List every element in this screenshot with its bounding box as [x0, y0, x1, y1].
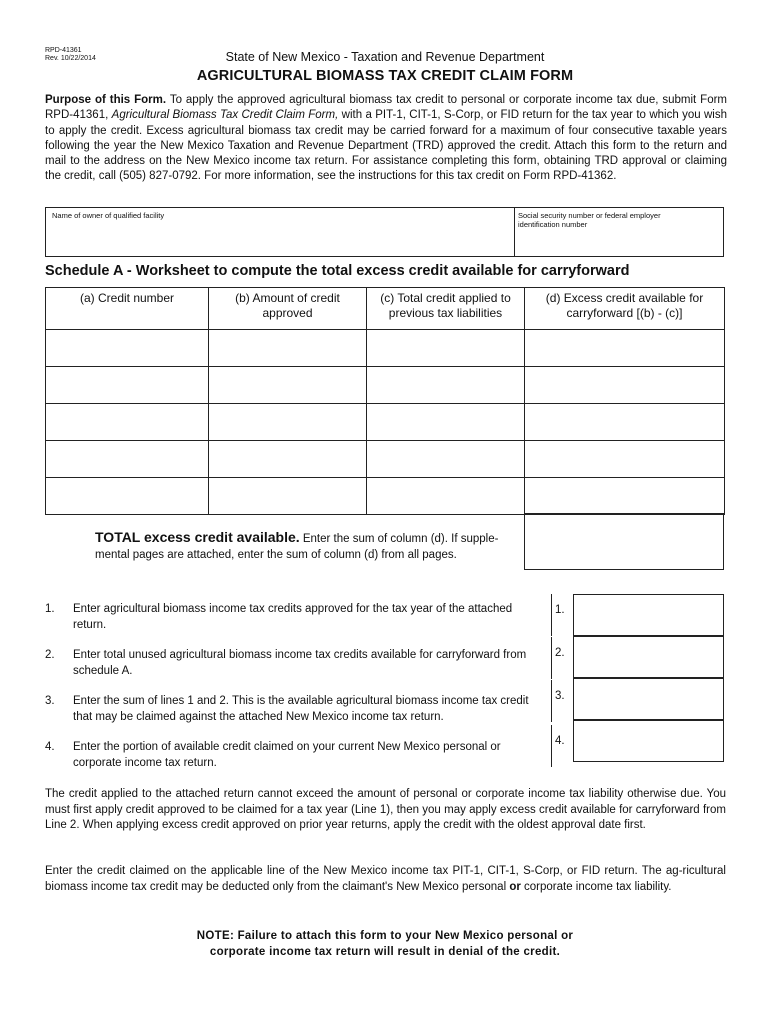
line-1 [45, 602, 555, 642]
amount-approved-cell[interactable] [209, 367, 367, 404]
amount-approved-cell[interactable] [209, 441, 367, 478]
revision-date: Rev. 10/22/2014 [45, 55, 96, 62]
total-bold-label: TOTAL excess credit available. [95, 529, 300, 545]
schedule-a-title: Schedule A - Worksheet to compute the total excess credit available for carryforward [45, 263, 630, 279]
excess-credit-cell[interactable] [525, 330, 725, 367]
ssn-fein-field[interactable] [514, 207, 724, 257]
line-4 [45, 740, 555, 780]
line-2-number: 2. [45, 649, 55, 661]
line-4-amount-field[interactable] [573, 720, 724, 762]
line-3-box-label: 3. [551, 680, 573, 722]
owner-name-label: Name of owner of qualified facility [52, 211, 165, 220]
schedule-a-table [45, 287, 725, 515]
purpose-text-2: with a PIT-1, CIT-1, S-Corp, or FID return for the tax year to which you wish to apply the credit. Excess agricultural biomass tax credit may be carried forward for a maximum of four consecutive taxable years following the year the New Mexico Taxation and Revenue Department (TRD) approved the credit. Attach this form to the return and mail to the address on the New Mexico income tax return. For assistance completing this form, obtaining TRD approval or claiming the credit, call (505) 827-0792. For more information, see the instructions for this tax credit on Form RPD-41362. [45, 109, 727, 183]
purpose-text-1: To apply the approved agricultural biomass tax credit to personal or corporate income tax due, submit Form RPD-41361, [45, 94, 728, 122]
line-2-box-label: 2. [551, 637, 573, 679]
line-2-amount-field[interactable] [573, 636, 724, 678]
credit-applied-cell[interactable] [367, 330, 525, 367]
line-1-amount-field[interactable] [573, 594, 724, 636]
line-2-text: Enter total unused agricultural biomass income tax credits available for carryforward from schedule A. [73, 649, 527, 677]
department-heading: State of New Mexico - Taxation and Revenue Department [225, 50, 545, 64]
table-row [46, 478, 725, 515]
credit-applied-cell[interactable] [367, 404, 525, 441]
schedule-a-header-row [46, 288, 725, 330]
owner-name-field[interactable] [45, 207, 515, 257]
line-4-box-label: 4. [551, 725, 573, 767]
credit-applied-cell[interactable] [367, 367, 525, 404]
credit-number-cell[interactable] [46, 367, 209, 404]
line-2 [45, 648, 555, 688]
purpose-label: Purpose of this Form. [45, 94, 167, 106]
claim-text-or: or [509, 880, 521, 893]
line-4-number: 4. [45, 741, 55, 753]
amount-approved-cell[interactable] [209, 478, 367, 515]
purpose-paragraph [45, 93, 727, 185]
table-row [46, 367, 725, 404]
claim-text-a: Enter the credit claimed on the applicable line of the New Mexico income tax PIT-1, CIT-1, S-Corp, or FID return. The ag-ricultural biomass income tax credit may be deducted only from the claimant's New Mexico personal [45, 865, 726, 893]
excess-credit-cell[interactable] [525, 404, 725, 441]
claim-text-b: corporate income tax liability. [520, 880, 672, 893]
form-title: AGRICULTURAL BIOMASS TAX CREDIT CLAIM FORM [196, 68, 574, 84]
purpose-form-name: Agricultural Biomass Tax Credit Claim Form, [111, 109, 339, 122]
line-1-box-label: 1. [551, 594, 573, 636]
credit-applied-cell[interactable] [367, 441, 525, 478]
line-1-text: Enter agricultural biomass income tax credits approved for the tax year of the attached return. [73, 603, 513, 631]
ssn-fein-label: Social security number or federal employer identification number [518, 211, 661, 229]
credit-number-cell[interactable] [46, 478, 209, 515]
note-line-1: NOTE: Failure to attach this form to your New Mexico personal or [196, 930, 574, 942]
claim-instructions-paragraph [45, 864, 726, 895]
note-warning [0, 928, 770, 960]
note-line-2: corporate income tax return will result in denial of the credit. [209, 946, 561, 958]
table-row [46, 404, 725, 441]
amount-approved-cell[interactable] [209, 330, 367, 367]
total-excess-credit-label [95, 530, 520, 563]
line-3 [45, 694, 555, 734]
column-header-credit-applied: (c) Total credit applied to previous tax liabilities [367, 288, 525, 330]
column-header-excess-credit: (d) Excess credit available for carryforward [(b) - (c)] [525, 288, 725, 330]
credit-applied-cell[interactable] [367, 478, 525, 515]
excess-credit-cell[interactable] [525, 441, 725, 478]
line-4-text: Enter the portion of available credit claimed on your current New Mexico personal or corporate income tax return. [73, 741, 501, 769]
form-id: RPD-41361 [45, 47, 82, 54]
credit-limit-paragraph: The credit applied to the attached return cannot exceed the amount of personal or corporate income tax liability otherwise due. You must first apply credit approved to be claimed for a tax year (Line 1), then you may apply excess credit available for carryforward from Line 2. When applying excess credit approved on prior year returns, apply the credit with the oldest approval date first. [45, 788, 726, 831]
table-row [46, 441, 725, 478]
excess-credit-cell[interactable] [525, 478, 725, 515]
total-instructions: Enter the sum of column (d). If supple-mental pages are attached, enter the sum of column (d) from all pages. [95, 533, 499, 561]
amount-approved-cell[interactable] [209, 404, 367, 441]
credit-number-cell[interactable] [46, 441, 209, 478]
table-row [46, 330, 725, 367]
excess-credit-cell[interactable] [525, 367, 725, 404]
total-excess-credit-box[interactable] [524, 513, 724, 570]
credit-number-cell[interactable] [46, 404, 209, 441]
line-1-number: 1. [45, 603, 55, 615]
line-3-number: 3. [45, 695, 55, 707]
line-3-amount-field[interactable] [573, 678, 724, 720]
column-header-credit-number: (a) Credit number [46, 288, 209, 330]
line-3-text: Enter the sum of lines 1 and 2. This is the available agricultural biomass income tax credit that may be claimed against the attached New Mexico income tax return. [73, 695, 529, 723]
credit-number-cell[interactable] [46, 330, 209, 367]
column-header-amount-approved: (b) Amount of credit approved [209, 288, 367, 330]
